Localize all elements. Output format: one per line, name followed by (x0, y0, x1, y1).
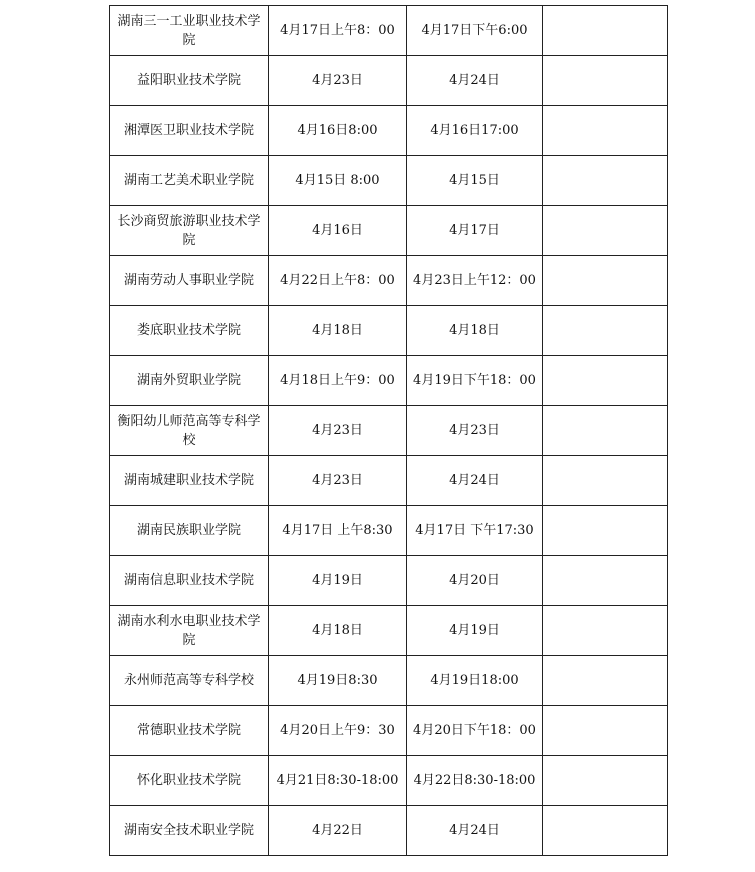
end-time-cell: 4月20日下午18：00 (407, 706, 543, 756)
school-name-cell: 湖南工艺美术职业学院 (110, 156, 269, 206)
end-time-cell: 4月19日下午18：00 (407, 356, 543, 406)
table-row (110, 656, 668, 706)
note-cell (543, 406, 668, 456)
start-time-cell: 4月22日上午8：00 (269, 256, 407, 306)
note-cell (543, 756, 668, 806)
start-time-cell: 4月19日8:30 (269, 656, 407, 706)
table-row (110, 56, 668, 106)
school-name-cell: 湖南民族职业学院 (110, 506, 269, 556)
end-time-cell: 4月16日17:00 (407, 106, 543, 156)
note-cell (543, 806, 668, 856)
start-time-cell: 4月20日上午9：30 (269, 706, 407, 756)
note-cell (543, 156, 668, 206)
end-time-cell: 4月19日18:00 (407, 656, 543, 706)
note-cell (543, 306, 668, 356)
start-time-cell: 4月16日 (269, 206, 407, 256)
start-time-cell: 4月21日8:30-18:00 (269, 756, 407, 806)
school-name-cell: 湖南安全技术职业学院 (110, 806, 269, 856)
school-name-cell: 怀化职业技术学院 (110, 756, 269, 806)
start-time-cell: 4月18日 (269, 306, 407, 356)
start-time-cell: 4月18日 (269, 606, 407, 656)
school-name-cell: 湘潭医卫职业技术学院 (110, 106, 269, 156)
school-name-cell: 永州师范高等专科学校 (110, 656, 269, 706)
start-time-cell: 4月16日8:00 (269, 106, 407, 156)
note-cell (543, 356, 668, 406)
note-cell (543, 256, 668, 306)
school-name-cell: 长沙商贸旅游职业技术学院 (110, 206, 269, 256)
start-time-cell: 4月23日 (269, 406, 407, 456)
table-row (110, 306, 668, 356)
end-time-cell: 4月20日 (407, 556, 543, 606)
table-row (110, 506, 668, 556)
school-name-cell: 湖南信息职业技术学院 (110, 556, 269, 606)
end-time-cell: 4月17日 (407, 206, 543, 256)
table-row (110, 706, 668, 756)
end-time-cell: 4月15日 (407, 156, 543, 206)
note-cell (543, 606, 668, 656)
note-cell (543, 506, 668, 556)
school-name-cell: 湖南外贸职业学院 (110, 356, 269, 406)
start-time-cell: 4月18日上午9：00 (269, 356, 407, 406)
table-row (110, 156, 668, 206)
end-time-cell: 4月17日 下午17:30 (407, 506, 543, 556)
note-cell (543, 706, 668, 756)
table-row (110, 206, 668, 256)
school-name-cell: 湖南水利水电职业技术学院 (110, 606, 269, 656)
note-cell (543, 456, 668, 506)
school-name-cell: 娄底职业技术学院 (110, 306, 269, 356)
table-row (110, 106, 668, 156)
end-time-cell: 4月24日 (407, 806, 543, 856)
end-time-cell: 4月23日上午12：00 (407, 256, 543, 306)
school-name-cell: 衡阳幼儿师范高等专科学校 (110, 406, 269, 456)
school-name-cell: 湖南城建职业技术学院 (110, 456, 269, 506)
note-cell (543, 656, 668, 706)
school-name-cell: 益阳职业技术学院 (110, 56, 269, 106)
schedule-table (109, 5, 668, 856)
table-row (110, 556, 668, 606)
note-cell (543, 56, 668, 106)
table-row (110, 606, 668, 656)
table-row (110, 6, 668, 56)
start-time-cell: 4月22日 (269, 806, 407, 856)
note-cell (543, 556, 668, 606)
school-name-cell: 常德职业技术学院 (110, 706, 269, 756)
table-row (110, 406, 668, 456)
note-cell (543, 106, 668, 156)
end-time-cell: 4月22日8:30-18:00 (407, 756, 543, 806)
end-time-cell: 4月23日 (407, 406, 543, 456)
end-time-cell: 4月24日 (407, 456, 543, 506)
school-name-cell: 湖南劳动人事职业学院 (110, 256, 269, 306)
schedule-table-body (110, 6, 668, 856)
end-time-cell: 4月24日 (407, 56, 543, 106)
note-cell (543, 6, 668, 56)
start-time-cell: 4月17日 上午8:30 (269, 506, 407, 556)
table-row (110, 456, 668, 506)
school-name-cell: 湖南三一工业职业技术学院 (110, 6, 269, 56)
start-time-cell: 4月23日 (269, 456, 407, 506)
table-row (110, 806, 668, 856)
start-time-cell: 4月19日 (269, 556, 407, 606)
start-time-cell: 4月23日 (269, 56, 407, 106)
end-time-cell: 4月17日下午6:00 (407, 6, 543, 56)
table-row (110, 756, 668, 806)
start-time-cell: 4月15日 8:00 (269, 156, 407, 206)
end-time-cell: 4月19日 (407, 606, 543, 656)
start-time-cell: 4月17日上午8：00 (269, 6, 407, 56)
table-row (110, 356, 668, 406)
end-time-cell: 4月18日 (407, 306, 543, 356)
note-cell (543, 206, 668, 256)
table-row (110, 256, 668, 306)
